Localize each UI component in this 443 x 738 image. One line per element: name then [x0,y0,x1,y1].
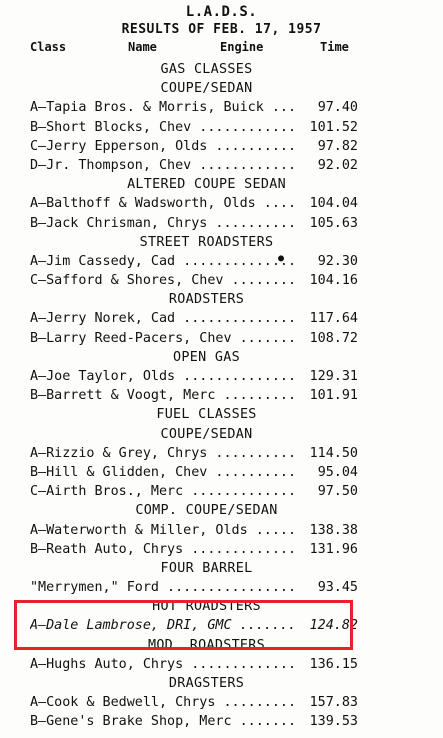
entry-name: B—Jack Chrisman, Chrys ..... [30,214,298,233]
entry-time: 157.83 [309,695,358,711]
entry-time: 97.82 [317,138,358,154]
class-section-heading: COUPE/SEDAN [160,426,253,442]
result-entry [0,521,443,540]
entry-time: 117.64 [309,311,358,327]
entry-name: B—Hill & Glidden, Chev ..... [30,463,298,482]
result-entry [0,463,443,482]
entry-time: 136.15 [309,656,358,672]
result-entry [0,712,443,731]
bullet-mark: ● [278,253,285,264]
column-header-time: Time [320,40,349,54]
class-section-heading: FUEL CLASSES [156,407,257,423]
entry-time: 114.50 [309,445,358,461]
entry-time: 92.30 [317,253,358,269]
entry-time: 138.38 [309,522,358,538]
entry-name: A—Rizzio & Grey, Chrys ..... [30,444,298,463]
entry-time: 95.04 [317,464,358,480]
class-section-heading: DRAGSTERS [168,676,245,691]
result-entry [0,482,443,501]
result-entry [0,693,443,712]
result-entry [0,367,443,386]
entry-name: A—Jim Cassedy, Cad ..... [30,252,298,271]
class-section-heading: COUPE/SEDAN [160,81,253,97]
org-title: L.A.D.S. [185,4,258,20]
column-header-name: Name [128,40,157,54]
entry-name: B—Short Blocks, Chev ..... [30,118,298,137]
entry-name: A—Tapia Bros. & Morris, Buick ..... [30,98,298,117]
entry-time: 101.52 [309,119,358,135]
entry-name: C—Safford & Shores, Chev ..... [30,271,298,290]
result-entry [0,309,443,328]
highlight-box [14,600,353,650]
entry-name: A—Hughs Auto, Chrys ..... [30,655,298,674]
class-section-heading: ALTERED COUPE SEDAN [127,177,286,193]
results-date-title: RESULTS OF FEB. 17, 1957 [121,22,322,37]
result-entry [0,118,443,137]
result-entry [0,156,443,175]
result-entry [0,578,443,597]
result-entry [0,444,443,463]
entry-name: "Merrymen," Ford ..... [30,578,298,597]
class-section-heading: MOD. ROADSTERS [147,637,266,653]
result-entry [0,194,443,213]
result-entry [0,540,443,559]
entry-name: A—Balthoff & Wadsworth, Olds ..... [30,194,298,213]
entry-time: 139.53 [309,714,358,730]
entry-time: 93.45 [317,580,358,596]
class-section-heading: COMP. COUPE/SEDAN [135,503,278,519]
entry-name: B—Gene's Brake Shop, Merc ..... [30,712,298,731]
entry-time: 92.02 [317,157,358,173]
class-section-heading: GAS CLASSES [160,62,253,77]
entry-time: 97.50 [317,484,358,500]
entry-time: 104.04 [309,196,358,212]
entry-name: B—Reath Auto, Chrys ..... [30,540,298,559]
entry-name: C—Jerry Epperson, Olds ..... [30,137,298,156]
entry-name: A—Cook & Bedwell, Chrys ..... [30,693,298,712]
result-entry [0,214,443,233]
result-entry [0,137,443,156]
entry-name: A—Jerry Norek, Cad ..... [30,309,298,328]
entry-time: 129.31 [309,369,358,384]
entry-name: A—Dale Lambrose, DRI, GMC ..... [30,616,298,635]
column-header-engine: Engine [220,40,264,54]
class-section-heading: STREET ROADSTERS [139,234,274,250]
result-entry [0,386,443,405]
entry-name: A—Waterworth & Miller, Olds ..... [30,521,298,540]
entry-name: B—Larry Reed-Pacers, Chev ..... [30,329,298,348]
entry-time: 124.82 [309,618,358,634]
result-entry [0,655,443,674]
entry-time: 104.16 [309,273,358,289]
column-header-class: Class [30,40,67,54]
entry-name: A—Joe Taylor, Olds ..... [30,367,298,386]
entry-time: 97.40 [317,100,358,116]
entry-time: 131.96 [309,541,358,557]
entry-name: B—Barrett & Voogt, Merc ..... [30,386,298,405]
entry-time: 105.63 [309,215,358,231]
result-entry [0,271,443,290]
class-section-heading: HOT ROADSTERS [152,599,261,615]
entry-name: D—Jr. Thompson, Chev ..... [30,156,298,175]
entry-name: C—Airth Bros., Merc ..... [30,482,298,501]
class-section-heading: ROADSTERS [168,292,245,308]
result-entry [0,329,443,348]
class-section-heading: FOUR BARREL [160,560,253,576]
entry-time: 108.72 [309,330,358,346]
result-entry [0,252,443,271]
class-section-heading: OPEN GAS [173,349,240,365]
result-entry [0,98,443,117]
entry-time: 101.91 [309,388,358,404]
